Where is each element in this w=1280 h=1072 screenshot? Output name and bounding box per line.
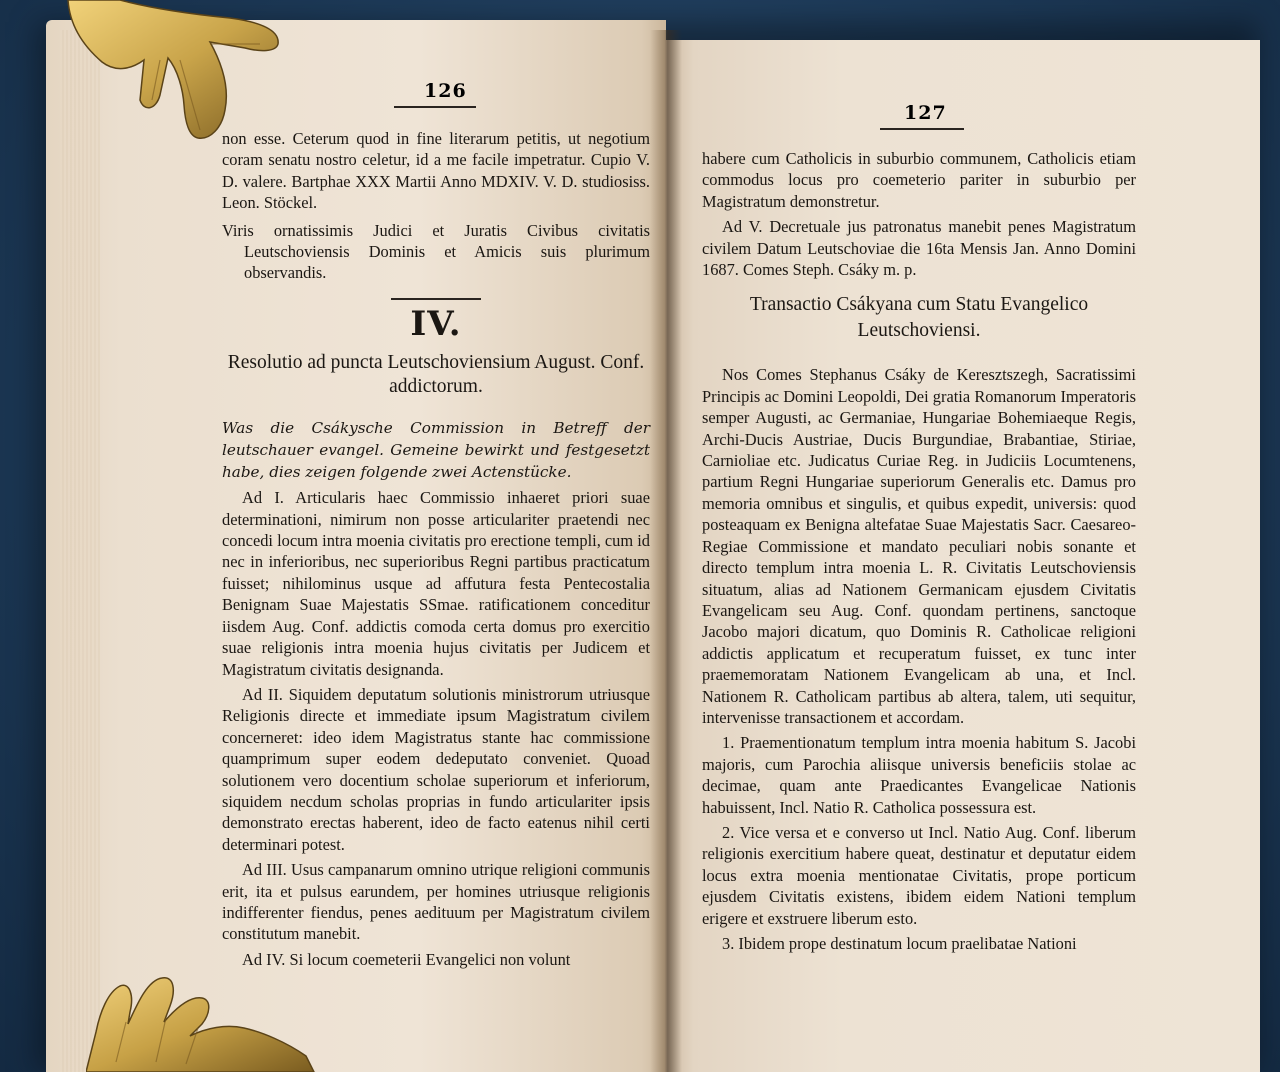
- point-paragraph: 3. Ibidem prope destinatum locum praelibatae Nationi: [722, 934, 1077, 953]
- section-title: Resolutio ad puncta Leutschoviensium August. Conf. addictorum.: [227, 352, 645, 398]
- section-numeral: IV.: [410, 303, 462, 344]
- article-paragraph: Ad I. Articularis haec Commissio inhaeret priori suae determinationi, nimirum non posse articulariter praetendi nec concedi locum intra moenia civitatis pro erectione templi, cum id nec in inferioribus, nec superioribus Regni partibus practicatum fuisset; nihilominus usque ad affutura festa Pentecostalia Benignam Suae Majestatis SSmae. ratificationem conceditur iisdem Aug. Conf. addictis comoda certa domus pro exercitio suae religionis intra moenia hujus civitatis per Judicem et Magistratum civitatis designanda.: [222, 488, 650, 679]
- left-intro-paragraph: non esse. Ceterum quod in fine literarum petitis, ut negotium coram senatu nostro celetur, id a me facile impetratur. Cupio V. D. valere. Bartphae XXX Martii Anno MDXIV. V. D. studiosiss. Leon. Stöckel.: [222, 129, 650, 213]
- right-intro-paragraph: habere cum Catholicis in suburbio communem, Catholicis etiam commodus locus pro coemeterio pariter in suburbio per Magistratum demonstretur.: [702, 149, 1136, 211]
- address-paragraph: Viris ornatissimis Judici et Juratis Civibus civitatis Leutschoviensis Dominis et Amicis suis plurimum observandis.: [222, 220, 650, 283]
- point-paragraph: 2. Vice versa et e converso ut Incl. Natio Aug. Conf. liberum religionis exercitium habere queat, destinatur et deputatur eidem locus extra moenia mentionatae Civitatis, prope porticum ejusdem Civitatis existens, ibidem eidem Nationi templum erigere et exstruere liberum esto.: [702, 822, 1136, 928]
- right-text-block: [702, 148, 1136, 958]
- section-divider: [391, 298, 481, 300]
- brass-hand-bottom-icon: [86, 972, 316, 1072]
- left-page-number: 126: [424, 80, 467, 102]
- brass-hand-top-icon: [60, 0, 290, 150]
- right-header-rule: [880, 128, 964, 130]
- german-note: Was die Csákysche Commission in Betreff der leutschauer evangel. Gemeine bewirkt und festgesetzt habe, dies zeigen folgende zwei Actenstücke.: [222, 419, 650, 482]
- preamble-paragraph: Nos Comes Stephanus Csáky de Keresztszegh, Sacratissimi Principis ac Domini Leopoldi, Dei gratia Romanorum Imperatoris semper Augusti, ac Germaniae, Hungariae Bohemiaeque Regis, Archi-Ducis Austriae, Ducis Burgundiae, Brabantiae, Stiriae, Carnioliae etc. Judicatus Curiae Reg. in Judiciis Locumtenens, partium Regni Hungariae superiorum Generalis etc. Damus pro memoria omnibus et singulis, et quibus expedit, universis: quod posteaquam ex Benigna altefatae Suae Majestatis Sacr. Caesareo-Regiae Commissione et mandato peculiari nobis sonante et directo templum intra moenia L. R. Civitatis Leutschoviensis situatum, alias ad Nationem Germanicam ejusdem Civitatis Evangelicam seu Aug. Conf. quondam pertinens, sanctoque Jacobo majori dicatum, quo Dominis R. Catholicae religioni addictis applicatum et recuperatum fuisset, ex tunc inter praememoratam Nationem Evangelicam ab una, et Incl. Nationem R. Catholicam partibus ab altera, talem, uti sequitur, intervenisse transactionem et accordam.: [702, 365, 1136, 727]
- article-paragraph: Ad II. Siquidem deputatum solutionis ministrorum utriusque Religionis directe et immediate ipsum Magistratum civilem concerneret: ideo idem Magistratus stante hac commissione quamprimum super eodem dedeputato conveniet. Quoad solutionem vero docentium scholae superiorum et inferiorum, siquidem necdum scholas proprias in fundo articulariter ipsis demonstrato erectas haberent, ideo de facto eatenus nihil certi determinari potest.: [222, 684, 650, 854]
- article-v-paragraph: Ad V. Decretuale jus patronatus manebit penes Magistratum civilem Datum Leutschoviae die 16ta Mensis Jan. Anno Domini 1687. Comes Steph. Csáky m. p.: [702, 217, 1136, 280]
- right-page-number: 127: [904, 102, 947, 124]
- article-paragraph: Ad IV. Si locum coemeterii Evangelici non volunt: [242, 949, 571, 969]
- article-paragraph: Ad III. Usus campanarum omnino utrique religioni communis erit, ita et pulsus earundem, per homines utriusque religionis indifferenter fiendus, penes aedituum per Magistratum civilem constitutum manebit.: [222, 860, 650, 944]
- left-text-block: [222, 128, 650, 974]
- point-paragraph: 1. Praementionatum templum intra moenia habitum S. Jacobi majoris, cum Parochia aliisque universis beneficiis stolae ac decimae, quam ante Praedicantes Evangelicae Nationis habuissent, Incl. Natio R. Catholica possessura est.: [702, 733, 1136, 817]
- book-gutter: [650, 30, 682, 1072]
- left-header-rule: [394, 106, 476, 108]
- page-edges: [60, 30, 100, 1072]
- transaction-title: Transactio Csákyana cum Statu Evangelico Leutschoviensi.: [749, 294, 1089, 342]
